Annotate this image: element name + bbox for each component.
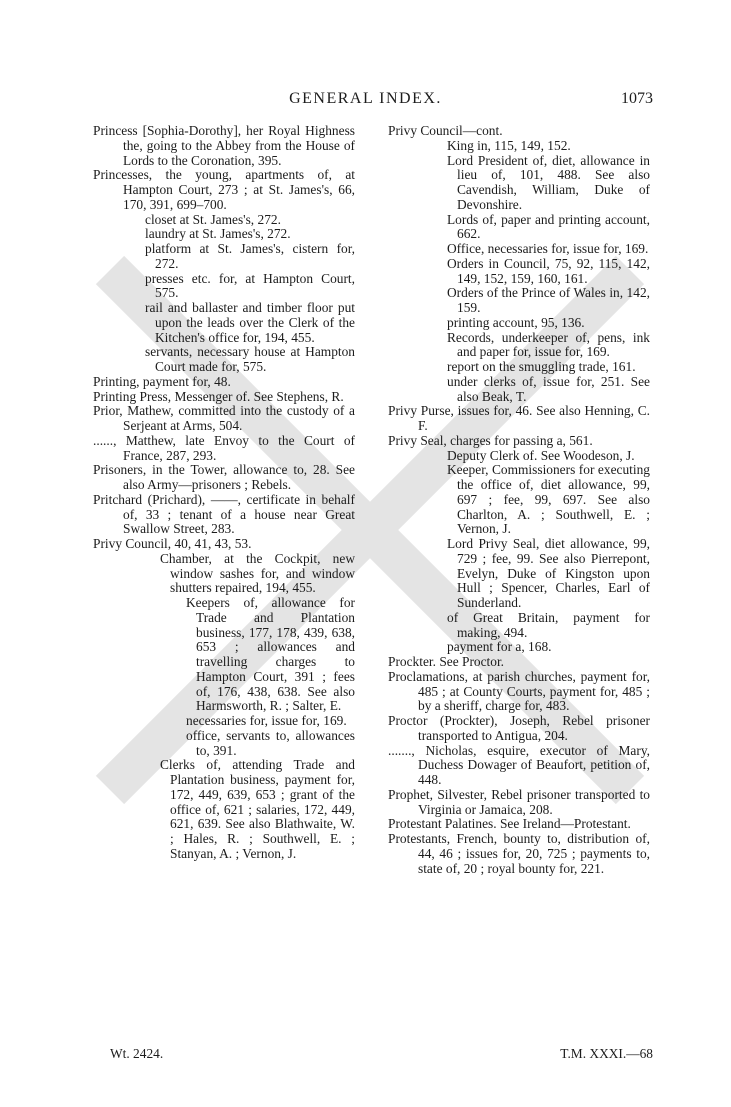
page-footer — [0, 1046, 731, 1066]
index-entry: Proclamations, at parish churches, payment for, 485 ; at County Courts, payment for, 485 ; by a sheriff, charge for, 483. — [388, 668, 650, 714]
index-entry: Privy Council—cont. — [388, 123, 503, 138]
index-entry: report on the smuggling trade, 161. — [447, 359, 636, 374]
index-entry: closet at St. James's, 272. — [145, 211, 281, 227]
index-entry: Keepers of, allowance for Trade and Plantation business, 177, 178, 439, 638, 653 ; allowances and travelling charges to Hampton Court, 391 ; fees of, 176, 438, 638. See also Harmsworth, R. ; Salter, E. — [186, 595, 355, 714]
index-entry: office, servants to, allowances to, 391. — [186, 727, 355, 758]
footer-signature-mark: T.M. XXXI.—68 — [560, 1046, 653, 1061]
index-entry: necessaries for, issue for, 169. — [186, 713, 347, 728]
page-number: 1073 — [621, 90, 653, 107]
index-entry: Princess [Sophia-Dorothy], her Royal Highness the, going to the Abbey from the House of Lords to the Coronation, 395. — [93, 123, 355, 168]
index-column-right — [388, 124, 650, 876]
index-entry: Lords of, paper and printing account, 662. — [447, 211, 650, 242]
index-entry: servants, necessary house at Hampton Court made for, 575. — [145, 344, 355, 374]
index-entry: Privy Seal, charges for passing a, 561. — [388, 432, 593, 448]
index-entry: Keeper, Commissioners for executing the office of, diet allowance, 99, 697 ; fee, 99, 697. See also Charlton, A. ; Southwell, E. ; Vernon, J. — [447, 462, 650, 537]
index-entry: rail and ballaster and timber floor put upon the leads over the Clerk of the Kitchen's office for, 194, 455. — [145, 300, 355, 345]
index-entry: Prockter. See Proctor. — [388, 654, 505, 669]
index-entry: Chamber, at the Cockpit, new window sashes for, and window shutters repaired, 194, 455. — [160, 550, 355, 596]
index-entry: of Great Britain, payment for making, 494. — [447, 609, 650, 640]
index-entry: Clerks of, attending Trade and Plantation business, payment for, 172, 449, 639, 653 ; grant of the office of, 621 ; salaries, 172, 449, 621, 639. See also Blathwaite, W. ; Hales, R. ; Southwell, E. ; Stanyan, A. ; Vernon, J. — [160, 757, 355, 861]
index-entry: Proctor (Prockter), Joseph, Rebel prisoner transported to Antigua, 204. — [388, 713, 650, 743]
index-entry: presses etc. for, at Hampton Court, 575. — [145, 270, 355, 301]
index-entry: Prophet, Silvester, Rebel prisoner transported to Virginia or Jamaica, 208. — [388, 786, 650, 817]
index-entry: platform at St. James's, cistern for, 272. — [145, 241, 355, 271]
index-entry: Orders in Council, 75, 92, 115, 142, 149, 152, 159, 160, 161. — [447, 255, 650, 286]
index-entry: under clerks of, issue for, 251. See also Beak, T. — [447, 373, 650, 404]
index-entry: laundry at St. James's, 272. — [145, 226, 291, 242]
index-entry: Pritchard (Prichard), ——, certificate in behalf of, 33 ; tenant of a house near Great Swallow Street, 283. — [93, 491, 355, 537]
index-entry: Princesses, the young, apartments of, at Hampton Court, 273 ; at St. James's, 66, 170, 391, 699–700. — [93, 167, 355, 212]
index-entry: payment for a, 168. — [447, 639, 552, 655]
index-entry: ......, Matthew, late Envoy to the Court of France, 287, 293. — [93, 432, 355, 463]
index-entry: Printing, payment for, 48. — [93, 373, 231, 389]
index-entry: Protestants, French, bounty to, distribution of, 44, 46 ; issues for, 20, 725 ; payments to, state of, 20 ; royal bounty for, 221. — [388, 831, 650, 876]
index-entry: Protestant Palatines. See Ireland—Protestant. — [388, 816, 631, 832]
index-entry: Printing Press, Messenger of. See Stephens, R. — [93, 388, 344, 404]
index-entry: Orders of the Prince of Wales in, 142, 159. — [447, 285, 650, 315]
index-entry: Records, underkeeper of, pens, ink and paper for, issue for, 169. — [447, 329, 650, 360]
index-entry: Deputy Clerk of. See Woodeson, J. — [447, 447, 635, 463]
page-header — [0, 90, 731, 114]
footer-print-mark: Wt. 2424. — [110, 1046, 164, 1061]
index-entry: Prisoners, in the Tower, allowance to, 28. See also Army—prisoners ; Rebels. — [93, 462, 355, 492]
index-entry: Prior, Mathew, committed into the custody of a Serjeant at Arms, 504. — [93, 403, 355, 433]
index-entry: Lord Privy Seal, diet allowance, 99, 729 ; fee, 99. See also Pierrepont, Evelyn, Duke of Kingston upon Hull ; Spencer, Charles, Earl of Sunderland. — [447, 536, 650, 610]
index-entry: printing account, 95, 136. — [447, 314, 585, 330]
index-entry: Privy Purse, issues for, 46. See also Henning, C. F. — [388, 403, 650, 433]
page-title: GENERAL INDEX. — [289, 90, 442, 107]
index-entry: Privy Council, 40, 41, 43, 53. — [93, 536, 252, 551]
index-entry: King in, 115, 149, 152. — [447, 137, 571, 153]
index-column-left — [93, 124, 355, 862]
index-entry: ......., Nicholas, esquire, executor of Mary, Duchess Dowager of Beaufort, petition of, 448. — [388, 742, 650, 787]
index-entry: Lord President of, diet, allowance in lieu of, 101, 488. See also Cavendish, William, Duke of Devonshire. — [447, 152, 650, 212]
index-entry: Office, necessaries for, issue for, 169. — [447, 241, 649, 256]
